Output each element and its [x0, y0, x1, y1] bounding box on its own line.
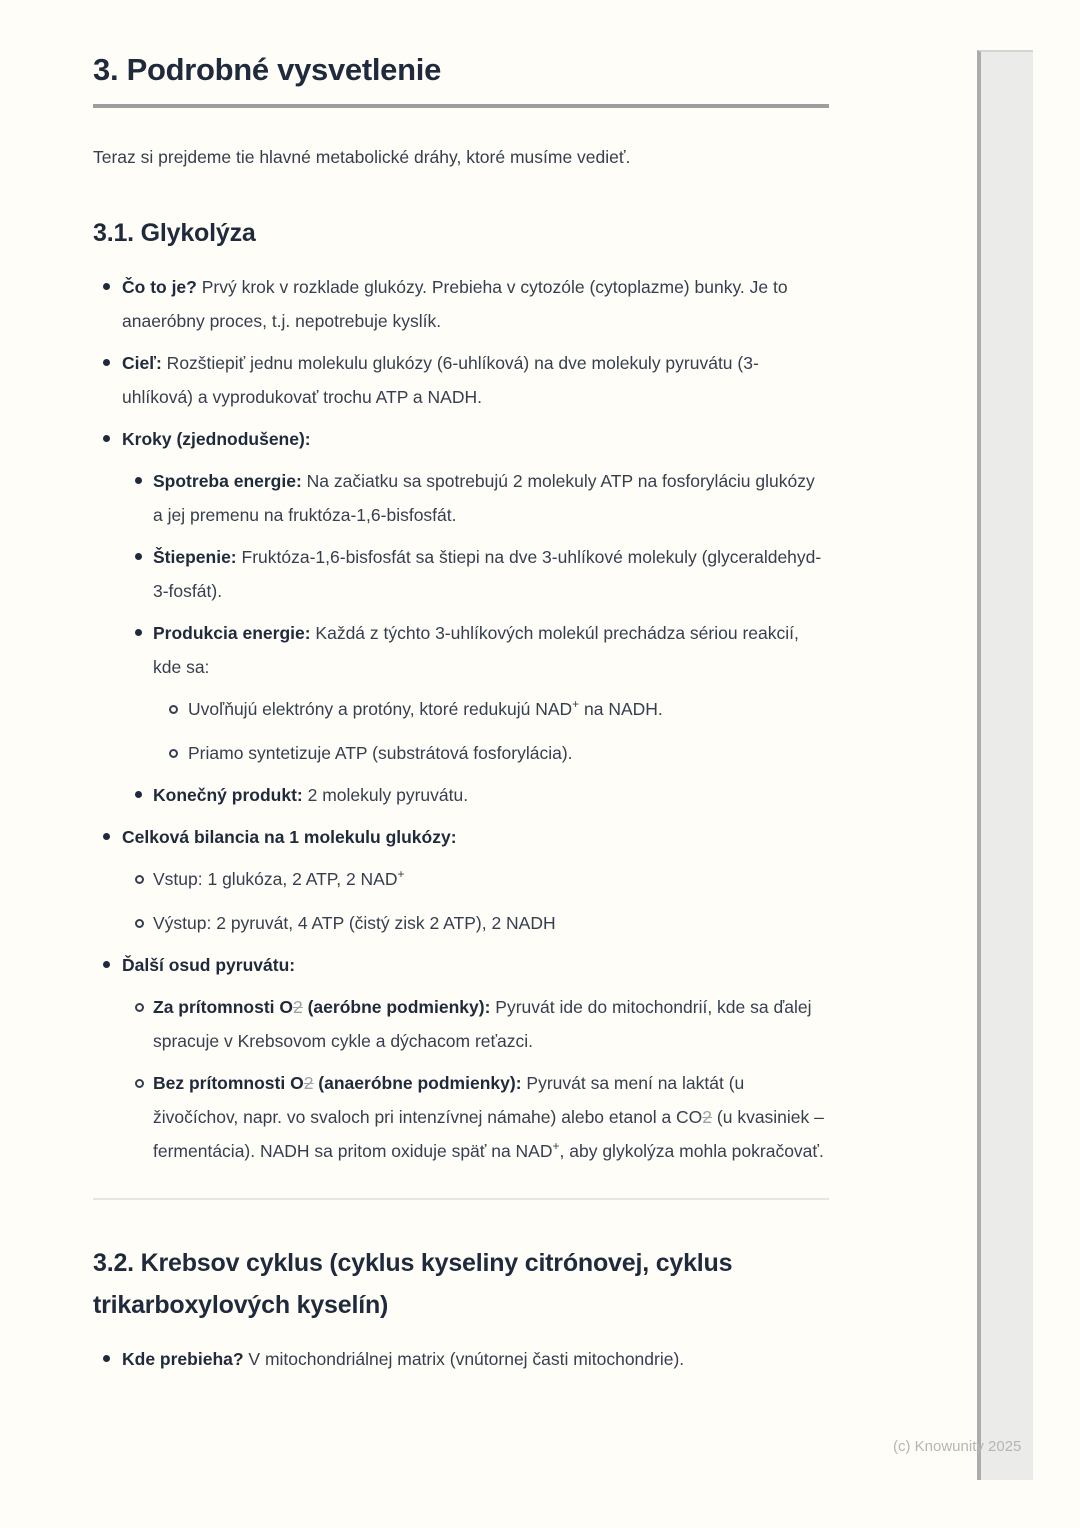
- text-run: Pyruvát sa mení na laktát (u živočíchov, napr. vo svaloch pri intenzívnej námahe) alebo etanol a CO: [153, 1073, 745, 1127]
- disc-bullet-icon: [135, 791, 142, 798]
- circle-bullet-icon: [169, 705, 178, 714]
- text-run: Fruktóza-1,6-bisfosfát sa štiepi na dve 3-uhlíkové molekuly (glyceraldehyd-3-fosfát).: [153, 547, 822, 601]
- text-run: Kde prebieha?: [122, 1349, 244, 1369]
- text-run: , aby glykolýza mohla pokračovať.: [559, 1141, 824, 1161]
- text-run: Čo to je?: [122, 277, 197, 297]
- circle-bullet-icon: [135, 875, 144, 884]
- text-run: Cieľ:: [122, 353, 162, 373]
- disc-bullet-icon: [103, 1355, 110, 1362]
- list-item: [93, 778, 829, 812]
- divider-thick: [93, 104, 829, 108]
- list-item: [93, 990, 829, 1058]
- disc-bullet-icon: [135, 553, 142, 560]
- text-run: (u kvasiniek – fermentácia). NADH sa pritom oxiduje späť na NAD: [153, 1107, 824, 1161]
- text-run: V mitochondriálnej matrix (vnútornej časti mitochondrie).: [243, 1349, 685, 1369]
- list-item: [93, 464, 829, 532]
- text-run: Spotreba energie:: [153, 471, 302, 491]
- list-item: [93, 616, 829, 684]
- text-run: Každá z týchto 3-uhlíkových molekúl prechádza sériou reakcií, kde sa:: [153, 623, 799, 677]
- text-run: Rozštiepiť jednu molekulu glukózy (6-uhlíková) na dve molekuly pyruvátu (3-uhlíková) a vyprodukovať trochu ATP a NADH.: [122, 353, 759, 407]
- disc-bullet-icon: [103, 283, 110, 290]
- text-run: Ďalší osud pyruvátu:: [122, 955, 296, 975]
- list-item: [93, 346, 829, 414]
- document-content: [93, 0, 829, 1384]
- text-run: Priamo syntetizuje ATP (substrátová fosforylácia).: [188, 743, 573, 763]
- paragraph: Teraz si prejdeme tie hlavné metabolické dráhy, ktoré musíme vedieť.: [93, 147, 631, 167]
- text-run: Vstup: 1 glukóza, 2 ATP, 2 NAD: [153, 869, 398, 889]
- bullet-list: [93, 270, 829, 1170]
- disc-bullet-icon: [103, 435, 110, 442]
- disc-bullet-icon: [103, 833, 110, 840]
- list-item: [93, 1066, 829, 1170]
- list-item: [93, 862, 829, 898]
- section-title: 3. Podrobné vysvetlenie: [93, 52, 442, 87]
- list-item: [93, 422, 829, 456]
- text-run: Štiepenie:: [153, 547, 237, 567]
- list-item: [93, 540, 829, 608]
- disc-bullet-icon: [103, 359, 110, 366]
- list-item: [93, 948, 829, 982]
- list-item: [93, 820, 829, 854]
- superscript: +: [552, 1139, 560, 1153]
- text-run: Kroky (zjednodušene):: [122, 429, 311, 449]
- text-run: Výstup: 2 pyruvát, 4 ATP (čistý zisk 2 ATP), 2 NADH: [153, 913, 556, 933]
- list-item: [93, 736, 829, 770]
- list-item: [93, 270, 829, 338]
- list-item: [93, 692, 829, 728]
- text-run: Uvoľňujú elektróny a protóny, ktoré redukujú NAD: [188, 699, 573, 719]
- watermark: (c) Knowunity 2025: [893, 1438, 1022, 1455]
- circle-bullet-icon: [135, 1079, 144, 1088]
- disc-bullet-icon: [135, 477, 142, 484]
- text-run: 2 molekuly pyruvátu.: [302, 785, 469, 805]
- strikethrough-text: 2: [702, 1107, 713, 1127]
- subsection-title: 3.2. Krebsov cyklus (cyklus kyseliny citrónovej, cyklus trikarboxylových kyselín): [93, 1249, 733, 1319]
- circle-bullet-icon: [169, 749, 178, 758]
- text-run: Bez prítomnosti O: [153, 1073, 304, 1093]
- strikethrough-text: 2: [303, 1073, 314, 1093]
- text-run: Konečný produkt:: [153, 785, 303, 805]
- divider-thin: [93, 1198, 829, 1200]
- scrollbar-track[interactable]: [977, 50, 1033, 1480]
- superscript: +: [572, 697, 580, 711]
- text-run: Za prítomnosti O: [153, 997, 293, 1017]
- circle-bullet-icon: [135, 1003, 144, 1012]
- text-run: Pyruvát ide do mitochondrií, kde sa ďalej spracuje v Krebsovom cykle a dýchacom reťazci.: [153, 997, 812, 1051]
- list-item: [93, 1342, 829, 1376]
- subsection-title: 3.1. Glykolýza: [93, 219, 256, 247]
- circle-bullet-icon: [135, 919, 144, 928]
- text-run: Prvý krok v rozklade glukózy. Prebieha v cytozóle (cytoplazme) bunky. Je to anaeróbny proces, t.j. nepotrebuje kyslík.: [122, 277, 788, 331]
- disc-bullet-icon: [103, 961, 110, 968]
- strikethrough-text: 2: [293, 997, 303, 1017]
- list-item: [93, 906, 829, 940]
- text-run: na NADH.: [579, 699, 663, 719]
- disc-bullet-icon: [135, 629, 142, 636]
- text-run: Celková bilancia na 1 molekulu glukózy:: [122, 827, 457, 847]
- text-run: Na začiatku sa spotrebujú 2 molekuly ATP na fosforyláciu glukózy a jej premenu na fruktóza-1,6-bisfosfát.: [153, 471, 815, 525]
- bullet-list: [93, 1342, 829, 1376]
- text-run: (anaeróbne podmienky):: [313, 1073, 522, 1093]
- text-run: (aeróbne podmienky):: [302, 997, 491, 1017]
- superscript: +: [397, 867, 405, 881]
- text-run: Produkcia energie:: [153, 623, 311, 643]
